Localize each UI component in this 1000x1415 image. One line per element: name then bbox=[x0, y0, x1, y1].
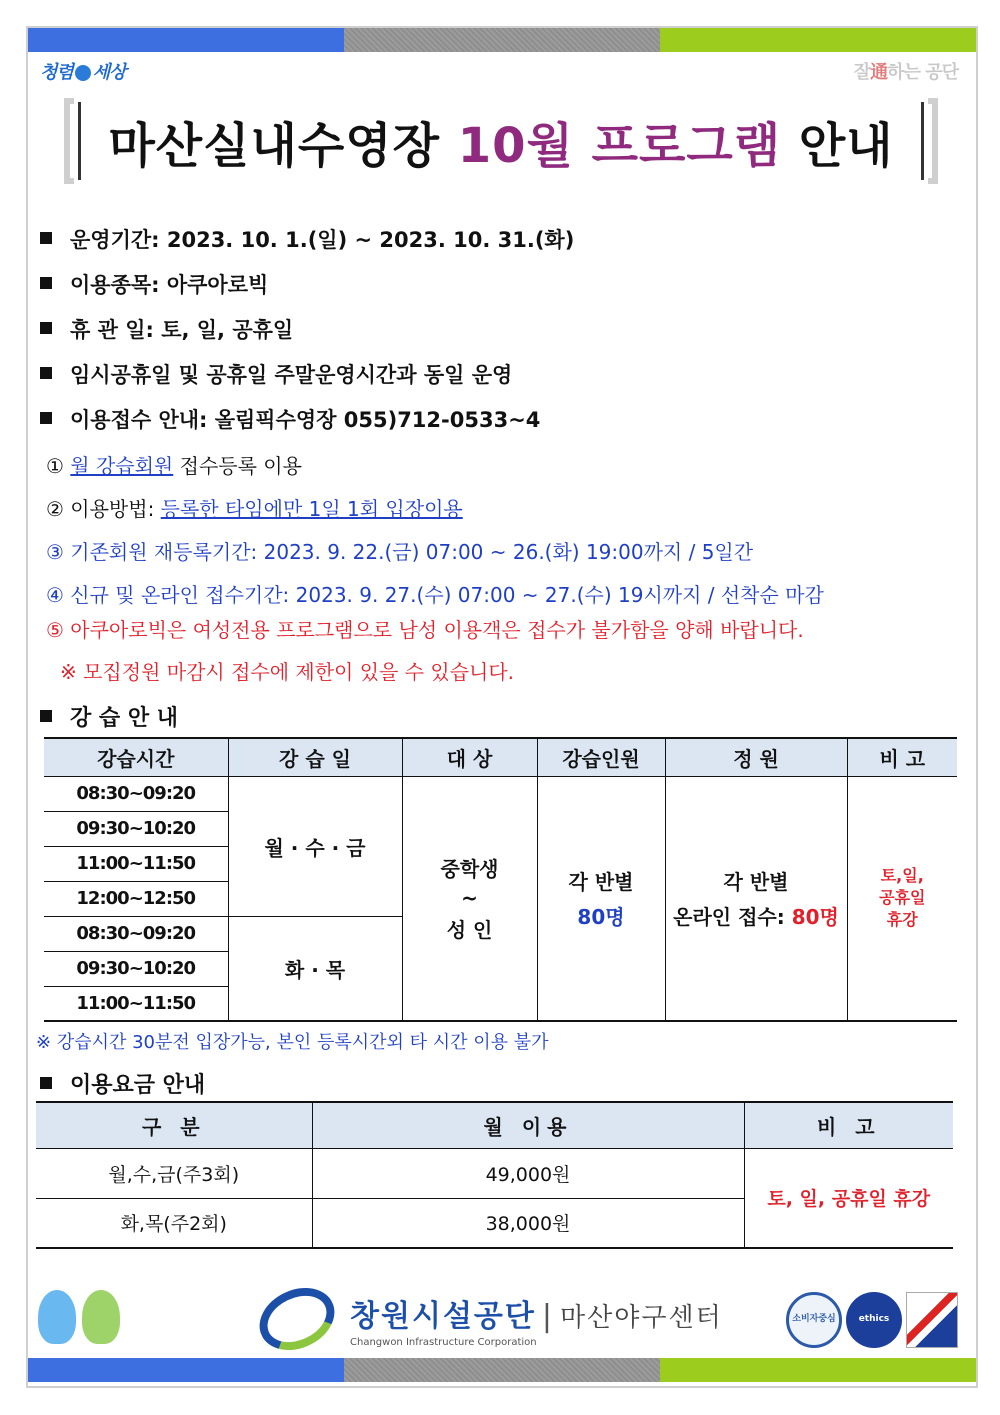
note-1: ① 월 강습회원 접수등록 이용 bbox=[46, 454, 302, 478]
lesson-time: 11:00~11:50 bbox=[44, 846, 228, 881]
org-english-name: Changwon Infrastructure Corporation bbox=[350, 1336, 537, 1348]
info-holiday-hours: 임시공휴일 및 공휴일 주말운영시간과 동일 운영 bbox=[40, 359, 512, 389]
bullet-square-icon bbox=[40, 232, 52, 244]
col-target: 대 상 bbox=[402, 738, 537, 776]
bullet-square-icon bbox=[40, 367, 52, 379]
fee-section-heading: 이용요금 안내 bbox=[40, 1068, 205, 1099]
center-name: 마산야구센터 bbox=[560, 1302, 723, 1333]
note-4: ④ 신규 및 온라인 접수기간: 2023. 9. 27.(수) 07:00 ~ 27.(수) 19시까지 / 선착순 마감 bbox=[46, 583, 824, 607]
lesson-target: 중학생 ~ 성 인 bbox=[402, 776, 537, 1021]
col-capacity: 정 원 bbox=[665, 738, 847, 776]
col-time: 강습시간 bbox=[44, 738, 228, 776]
integrity-logo: 청렴 세상 bbox=[40, 62, 126, 83]
fee-remark: 토, 일, 공휴일 휴강 bbox=[744, 1148, 953, 1248]
fee-category: 월,수,금(주3회) bbox=[36, 1148, 312, 1198]
table-row bbox=[36, 1148, 953, 1198]
lesson-table bbox=[44, 737, 957, 1022]
col-class-size: 강습인원 bbox=[537, 738, 665, 776]
bottom-color-bar bbox=[28, 1358, 976, 1382]
fee-table-header bbox=[36, 1102, 953, 1148]
info-closed-days: 휴 관 일: 토, 일, 공휴일 bbox=[40, 314, 293, 344]
fee-category: 화,목(주2회) bbox=[36, 1198, 312, 1248]
bullet-square-icon bbox=[40, 710, 52, 722]
lesson-time: 12:00~12:50 bbox=[44, 881, 228, 916]
note-3: ③ 기존회원 재등록기간: 2023. 9. 22.(금) 07:00 ~ 26.(화) 19:00까지 / 5일간 bbox=[46, 540, 754, 564]
org-name: 창원시설공단 bbox=[350, 1298, 536, 1334]
lesson-class-size: 각 반별 80명 bbox=[537, 776, 665, 1021]
lesson-remark: 토,일, 공휴일 휴강 bbox=[847, 776, 957, 1021]
bullet-square-icon bbox=[40, 412, 52, 424]
lesson-capacity: 각 반별 온라인 접수: 80명 bbox=[665, 776, 847, 1021]
lesson-time: 08:30~09:20 bbox=[44, 776, 228, 811]
mascot-icon bbox=[38, 1290, 128, 1348]
table-row bbox=[44, 776, 957, 811]
title-box bbox=[64, 98, 938, 184]
fee-table bbox=[36, 1101, 953, 1249]
col-remark: 비 고 bbox=[847, 738, 957, 776]
col-fee-remark: 비 고 bbox=[744, 1102, 953, 1148]
col-category: 구 분 bbox=[36, 1102, 312, 1148]
col-days: 강 습 일 bbox=[228, 738, 402, 776]
top-color-bar bbox=[28, 28, 976, 52]
slogan-logo: 잘通하는 공단 bbox=[853, 62, 958, 83]
lesson-time: 11:00~11:50 bbox=[44, 986, 228, 1021]
lesson-footnote: ※ 강습시간 30분전 입장가능, 본인 등록시간외 타 시간 이용 불가 bbox=[36, 1032, 549, 1053]
info-period: 운영기간: 2023. 10. 1.(일) ~ 2023. 10. 31.(화) bbox=[40, 224, 574, 254]
lesson-days-tt: 화 · 목 bbox=[228, 916, 402, 1021]
info-registration: 이용접수 안내: 올림픽수영장 055)712-0533~4 bbox=[40, 404, 540, 434]
lesson-section-heading: 강 습 안 내 bbox=[40, 701, 178, 732]
note-2: ② 이용방법: 등록한 타임에만 1일 1회 입장이용 bbox=[46, 497, 463, 521]
logo-dot-icon bbox=[75, 65, 91, 81]
lesson-days-mwf: 월 · 수 · 금 bbox=[228, 776, 402, 916]
lesson-time: 08:30~09:20 bbox=[44, 916, 228, 951]
lesson-time: 09:30~10:20 bbox=[44, 811, 228, 846]
ethics-seal-icon: ethics bbox=[846, 1292, 902, 1348]
certification-seals bbox=[786, 1292, 962, 1348]
bullet-square-icon bbox=[40, 322, 52, 334]
lesson-time: 09:30~10:20 bbox=[44, 951, 228, 986]
fee-amount: 49,000원 bbox=[312, 1148, 744, 1198]
bullet-square-icon bbox=[40, 1077, 52, 1089]
flag-seal-icon bbox=[906, 1292, 958, 1348]
col-monthly-fee: 월 이용 bbox=[312, 1102, 744, 1148]
lesson-table-header bbox=[44, 738, 957, 776]
note-6: ※ 모집정원 마감시 접수에 제한이 있을 수 있습니다. bbox=[60, 660, 515, 684]
note-5: ⑤ 아쿠아로빅은 여성전용 프로그램으로 남성 이용객은 접수가 불가함을 양해 바랍니다. bbox=[46, 618, 804, 642]
page-title: 마산실내수영장 10월 프로그램 안내 bbox=[108, 117, 894, 174]
bullet-square-icon bbox=[40, 277, 52, 289]
info-program: 이용종목: 아쿠아로빅 bbox=[40, 269, 268, 299]
ccm-seal-icon: 소비자중심 bbox=[786, 1292, 842, 1348]
org-logo: 창원시설공단 | 마산야구센터 Changwon Infrastructure Corporation bbox=[258, 1290, 723, 1348]
fee-amount: 38,000원 bbox=[312, 1198, 744, 1248]
